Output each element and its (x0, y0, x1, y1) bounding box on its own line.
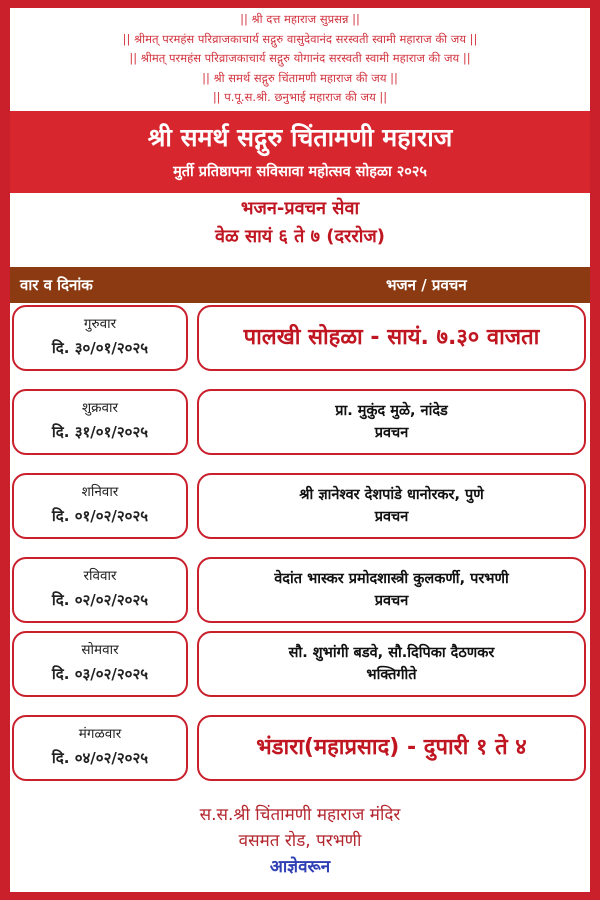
schedule-speaker: वेदांत भास्कर प्रमोदशास्त्री कुलकर्णी, परभणी (274, 571, 509, 587)
service-name: भजन-प्रवचन सेवा (240, 198, 360, 219)
schedule-event-cell (197, 389, 586, 455)
invocation-line: || श्री दत्त महाराज सुप्रसन्न || (240, 12, 360, 26)
schedule-day: शुक्रवार (81, 400, 119, 416)
schedule-date-cell (12, 305, 188, 371)
schedule-type: भक्तिगीते (366, 667, 417, 683)
sub-title: मुर्ती प्रतिष्ठापना सविसावा महोत्सव सोहळा २०२५ (173, 164, 427, 180)
schedule-speaker: श्री ज्ञानेश्वर देशपांडे धानोरकर, पुणे (299, 487, 484, 503)
schedule-date: दि. ०३/०२/२०२५ (51, 665, 149, 683)
invocation-line: || श्री समर्थ सद्गुरु चिंतामणी महाराज की जय || (202, 70, 398, 85)
invocation-line: || श्रीमत् परमहंस परिव्राजकाचार्य सद्गुरु योगानंद सरस्वती स्वामी महाराज की जय || (129, 51, 471, 65)
schedule-date-cell (12, 557, 188, 623)
column-program: भजन / प्रवचन (386, 276, 467, 294)
footer (10, 802, 590, 880)
service-info (10, 196, 590, 252)
invocation-line: || श्रीमत् परमहंस परिव्राजकाचार्य सद्गुरु वासुदेवानंद सरस्वती स्वामी महाराज की जय || (122, 31, 478, 46)
main-title: श्री समर्थ सद्गुरु चिंतामणी महाराज (147, 123, 453, 152)
schedule-event-cell (197, 715, 586, 781)
schedule-day: सोमवार (81, 642, 119, 658)
schedule-date: दि. ०१/०२/२०२५ (51, 507, 149, 525)
invocation-line: || प.पू.स.श्री. छनुभाई महाराज की जय || (212, 90, 388, 104)
schedule-type: प्रवचन (374, 509, 409, 525)
schedule-date: दि. ३१/०१/२०२५ (51, 423, 149, 441)
schedule-day: रविवार (83, 568, 117, 584)
temple-address: वसमत रोड, परभणी (238, 831, 362, 851)
schedule-date-cell (12, 389, 188, 455)
schedule-date: दि. ०४/०२/२०२५ (51, 749, 149, 767)
by-order: आज्ञेवरून (269, 857, 331, 877)
schedule-date: दि. ०२/०२/२०२५ (51, 591, 149, 609)
column-day-date: वार व दिनांक (20, 276, 93, 294)
schedule-event-cell (197, 631, 586, 697)
schedule-event: भंडारा(महाप्रसाद) - दुपारी १ ते ४ (256, 735, 527, 760)
schedule-event-cell (197, 473, 586, 539)
schedule-speaker: सौ. शुभांगी बडवे, सौ.दिपिका दैठणकर (288, 645, 495, 661)
schedule-date-cell (12, 473, 188, 539)
schedule-date: दि. ३०/०१/२०२५ (51, 339, 149, 357)
invocations (10, 10, 590, 108)
schedule-day: शनिवार (81, 484, 119, 500)
schedule-event-cell (197, 305, 586, 371)
schedule-day: गुरुवार (83, 316, 117, 332)
schedule-event: पालखी सोहळा - सायं. ७.३० वाजता (243, 325, 540, 350)
temple-name: स.स.श्री चिंतामणी महाराज मंदिर (199, 805, 401, 825)
table-header (10, 267, 590, 303)
schedule-date-cell (12, 631, 188, 697)
poster (10, 8, 590, 892)
schedule-speaker: प्रा. मुकुंद मुळे, नांदेड (335, 403, 448, 419)
schedule-type: प्रवचन (374, 593, 409, 609)
service-time: वेळ सायं ६ ते ७ (दररोज) (214, 226, 386, 247)
schedule-event-cell (197, 557, 586, 623)
schedule-day: मंगळवार (78, 726, 122, 742)
title-band (10, 111, 590, 193)
schedule-date-cell (12, 715, 188, 781)
schedule-type: प्रवचन (374, 425, 409, 441)
